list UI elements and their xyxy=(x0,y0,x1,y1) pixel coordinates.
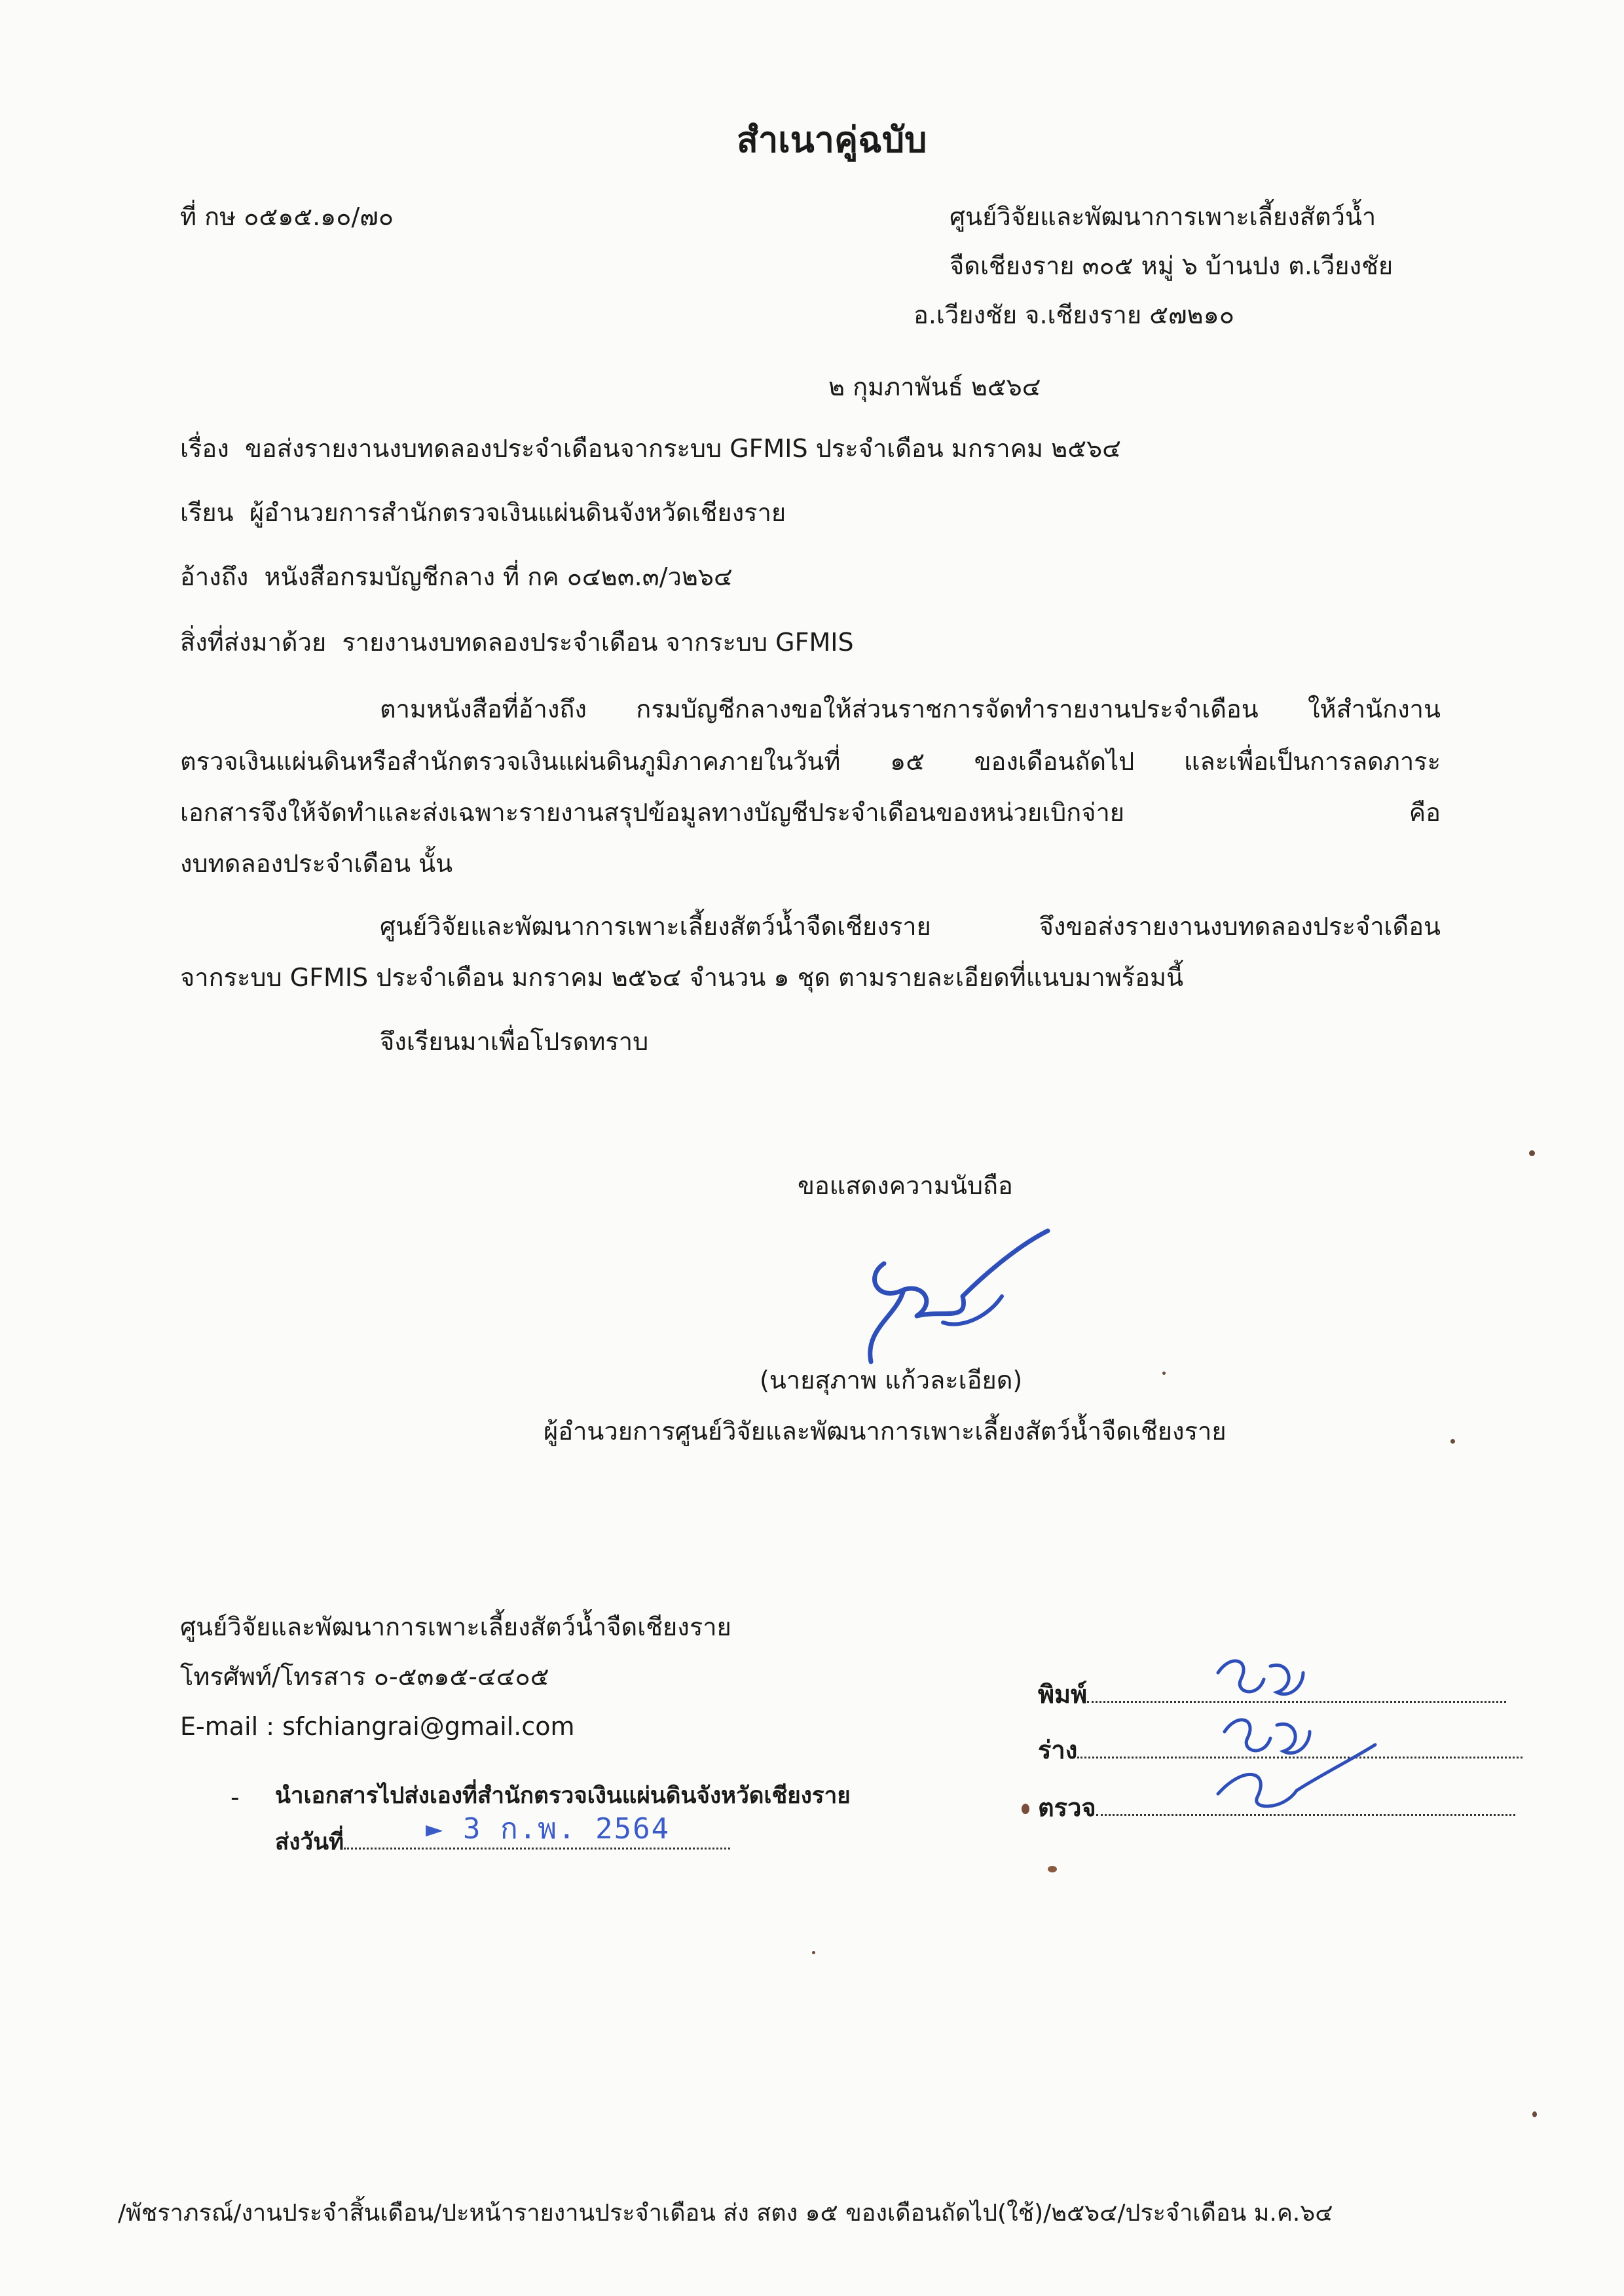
checked-by-label: ตรวจ xyxy=(1038,1793,1096,1822)
sender-address-line-3: อ.เวียงชัย จ.เชียงราย ๕๗๒๑๐ xyxy=(913,301,1234,329)
paragraph-1-line-4: งบทดลองประจำเดือน นั้น xyxy=(180,849,453,878)
stamp-arrow-icon: ► xyxy=(426,1812,445,1846)
signer-name: (นายสุภาพ แก้วละเอียด) xyxy=(760,1366,1023,1394)
reference-line xyxy=(180,562,733,593)
delivery-note: นำเอกสารไปส่งเองที่สำนักตรวจเงินแผ่นดินจังหวัดเชียงราย xyxy=(275,1783,851,1809)
paragraph-1-line-3: เอกสารจึงให้จัดทำและส่งเฉพาะรายงานสรุปข้อมูลทางบัญชีประจำเดือนของหน่วยเบิกจ่าย คือ xyxy=(180,798,1441,827)
signer-title: ผู้อำนวยการศูนย์วิจัยและพัฒนาการเพาะเลี้ยงสัตว์น้ำจืดเชียงราย xyxy=(544,1417,1227,1446)
subject-text: ขอส่งรายงานงบทดลองประจำเดือนจากระบบ GFMIS ประจำเดือน มกราคม ๒๕๖๔ xyxy=(244,434,1121,463)
paragraph-2-line-2: จากระบบ GFMIS ประจำเดือน มกราคม ๒๕๖๔ จำนวน ๑ ชุด ตามรายละเอียดที่แนบมาพร้อมนี้ xyxy=(180,963,1184,992)
document-date: ๒ กุมภาพันธ์ ๒๕๖๔ xyxy=(828,373,1041,401)
initials-signatures xyxy=(1205,1647,1388,1836)
enclosure-label: สิ่งที่ส่งมาด้วย xyxy=(180,628,327,657)
reference-text: หนังสือกรมบัญชีกลาง ที่ กค ๐๔๒๓.๓/ว๒๖๔ xyxy=(264,562,733,591)
stamp-date: 3 ก.พ. 2564 xyxy=(463,1812,671,1846)
sent-date-label: ส่งวันที่ xyxy=(275,1829,344,1855)
sender-address-line-2: จืดเชียงราย ๓๐๕ หมู่ ๖ บ้านปง ต.เวียงชัย xyxy=(950,251,1393,280)
typed-by-label: พิมพ์ xyxy=(1038,1680,1088,1709)
scan-speck xyxy=(1529,1150,1535,1156)
enclosure-text: รายงานงบทดลองประจำเดือน จากระบบ GFMIS xyxy=(342,628,854,657)
scan-speck xyxy=(1022,1804,1029,1814)
contact-organization: ศูนย์วิจัยและพัฒนาการเพาะเลี้ยงสัตว์น้ำจืดเชียงราย xyxy=(180,1613,731,1641)
reference-label: อ้างถึง xyxy=(180,562,249,591)
recipient-line xyxy=(180,498,786,529)
scan-speck xyxy=(1450,1439,1455,1444)
sender-address-line-1: ศูนย์วิจัยและพัฒนาการเพาะเลี้ยงสัตว์น้ำ xyxy=(950,202,1376,231)
scan-speck xyxy=(1162,1372,1166,1375)
contact-email: E-mail : sfchiangrai@gmail.com xyxy=(180,1712,575,1741)
contact-phone: โทรศัพท์/โทรสาร ๐-๕๓๑๕-๔๔๐๕ xyxy=(180,1662,549,1691)
footer-file-path: /พัชราภรณ์/งานประจำสิ้นเดือน/ปะหน้ารายงานประจำเดือน ส่ง สตง ๑๕ ของเดือนถัดไป(ใช้)/๒๕๖๔/ประจำเดือน ม.ค.๖๔ xyxy=(118,2200,1333,2227)
paragraph-2-line-1: ศูนย์วิจัยและพัฒนาการเพาะเลี้ยงสัตว์น้ำจืดเชียงราย จึงขอส่งรายงานงบทดลองประจำเดือน xyxy=(380,912,1441,941)
paragraph-1-line-2: ตรวจเงินแผ่นดินหรือสำนักตรวจเงินแผ่นดินภูมิภาคภายในวันที่ ๑๕ ของเดือนถัดไป และเพื่อเป็นการลดภาระ xyxy=(180,747,1441,776)
subject-line xyxy=(180,433,1121,465)
recipient-label: เรียน xyxy=(180,498,234,527)
received-date-stamp xyxy=(426,1806,670,1851)
scan-speck xyxy=(812,1951,815,1954)
scan-speck xyxy=(1532,2111,1537,2117)
delivery-bullet: - xyxy=(231,1783,240,1812)
handwritten-signature xyxy=(838,1218,1061,1381)
salutation: ขอแสดงความนับถือ xyxy=(798,1171,1013,1200)
drafted-by-label: ร่าง xyxy=(1038,1736,1078,1764)
document-number: ที่ กษ ๐๕๑๕.๑๐/๗๐ xyxy=(180,202,394,231)
closing-line: จึงเรียนมาเพื่อโปรดทราบ xyxy=(380,1027,649,1056)
paragraph-1-line-1: ตามหนังสือที่อ้างถึง กรมบัญชีกลางขอให้ส่วนราชการจัดทำรายงานประจำเดือน ให้สำนักงาน xyxy=(380,695,1441,723)
document-title: สำเนาคู่ฉบับ xyxy=(737,119,927,160)
subject-label: เรื่อง xyxy=(180,434,229,463)
scan-speck xyxy=(1048,1866,1057,1872)
recipient-text: ผู้อำนวยการสำนักตรวจเงินแผ่นดินจังหวัดเชียงราย xyxy=(249,498,786,527)
enclosure-line xyxy=(180,627,854,659)
